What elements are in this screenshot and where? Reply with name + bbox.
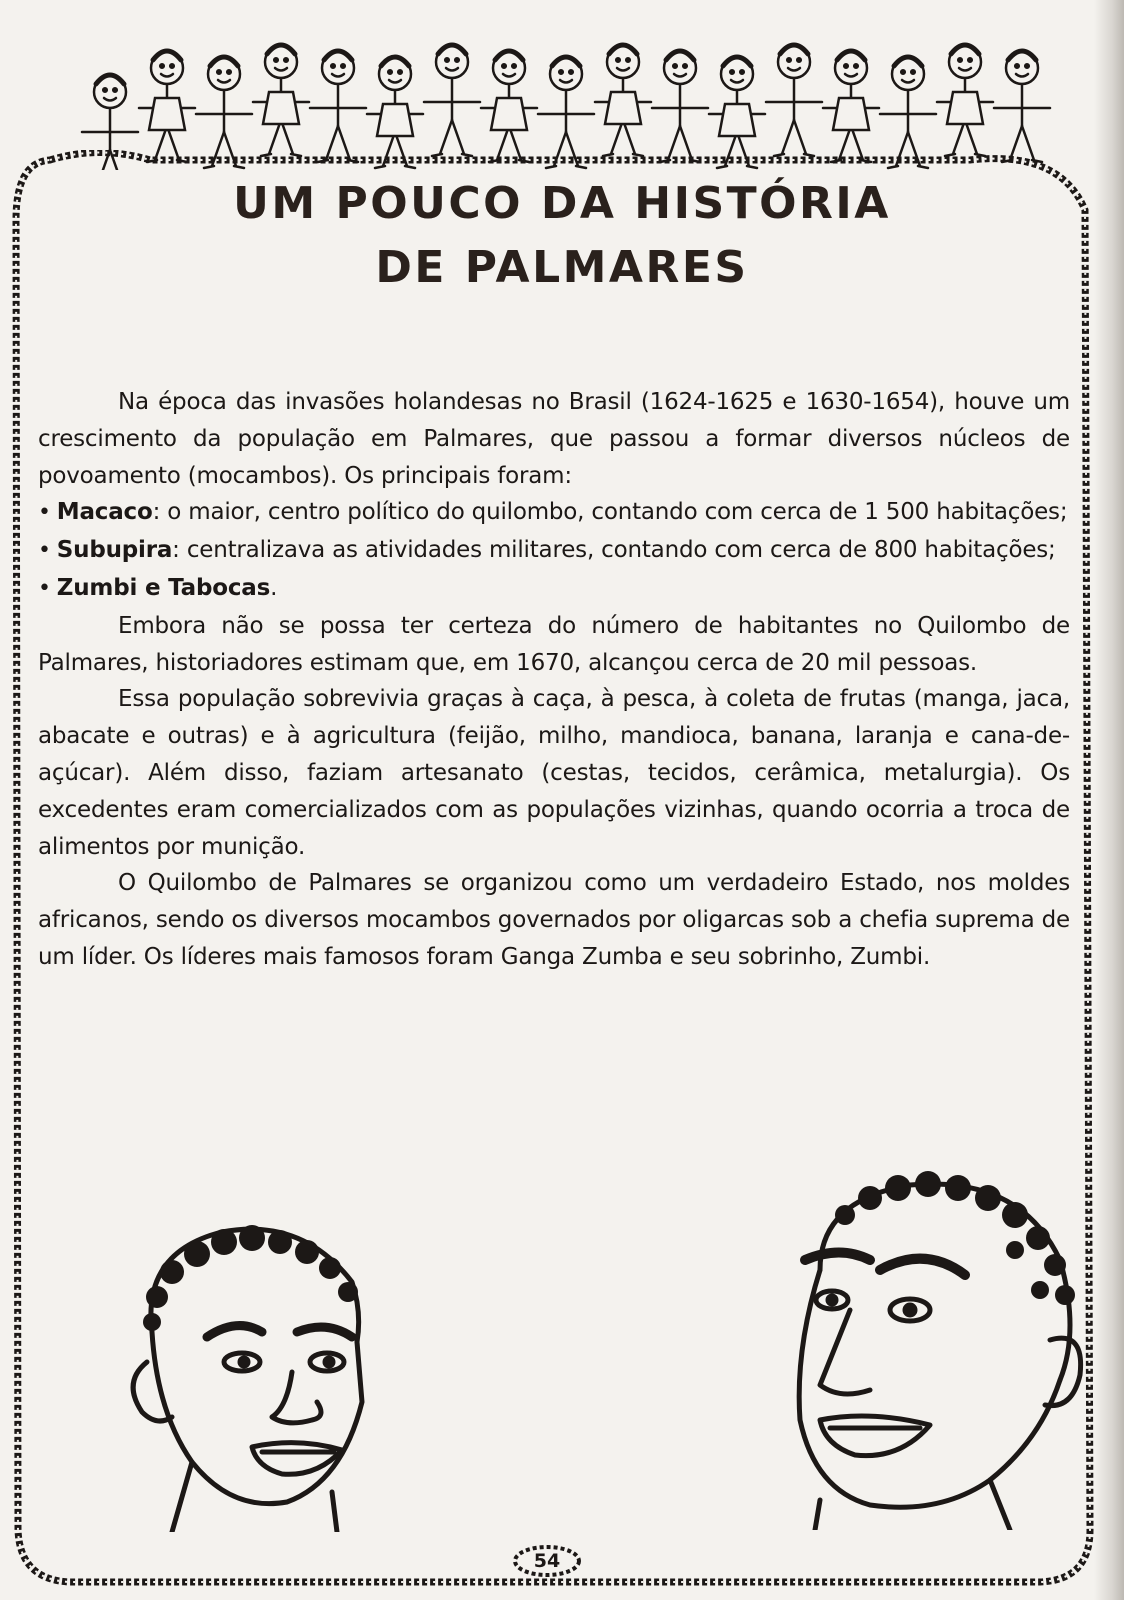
- paragraph-population: Embora não se possa ter certeza do número de habitantes no Quilombo de Palmares, historiadores estimam que, em 1670, alcançou cerca de 20 mil pessoas.: [38, 612, 1070, 676]
- child-figure: [253, 45, 309, 156]
- paragraph-intro: Na época das invasões holandesas no Brasil (1624-1625 e 1630-1654), houve um crescimento da população em Palmares, que passou a formar diversos núcleos de povoamento (mocambos). Os principais foram:: [38, 389, 1070, 489]
- man-portrait-right-illustration: [760, 1160, 1090, 1530]
- man-portrait-left-illustration: [112, 1212, 382, 1532]
- child-figure: [310, 51, 366, 162]
- bullet-text: .: [270, 574, 278, 601]
- child-figure: [82, 75, 138, 170]
- page-number: [512, 1544, 582, 1578]
- child-figure: [652, 51, 708, 162]
- list-item: [38, 570, 1070, 608]
- children-holding-hands-illustration: [80, 30, 1060, 170]
- child-figure: [424, 45, 480, 156]
- bullet-icon: •: [38, 538, 51, 564]
- child-figure: [538, 57, 594, 168]
- bullet-icon: •: [38, 500, 51, 526]
- page-number-text: 54: [533, 1550, 561, 1572]
- title-line-1: UM POUCO DA HISTÓRIA: [233, 178, 891, 229]
- child-figure: [481, 51, 537, 162]
- bullet-text: : centralizava as atividades militares, contando com cerca de 800 habitações;: [172, 537, 1056, 564]
- child-figure: [367, 57, 423, 168]
- bullet-label: Subupira: [56, 537, 173, 564]
- bullet-label: Zumbi e Tabocas: [56, 574, 271, 601]
- page-title: [0, 172, 1124, 300]
- child-figure: [937, 45, 993, 156]
- child-figure: [709, 57, 765, 168]
- child-figure: [595, 45, 651, 156]
- article-body: [38, 384, 1070, 976]
- bullet-text: : o maior, centro político do quilombo, contando com cerca de 1 500 habitações;: [152, 499, 1068, 526]
- child-figure: [766, 45, 822, 156]
- title-line-2: DE PALMARES: [375, 242, 749, 293]
- child-figure: [823, 51, 879, 162]
- child-figure: [994, 51, 1050, 162]
- bullet-label: Macaco: [56, 499, 153, 526]
- list-item: [38, 494, 1070, 532]
- child-figure: [139, 51, 195, 162]
- bullet-icon: •: [38, 575, 51, 601]
- child-figure: [196, 57, 252, 168]
- list-item: [38, 532, 1070, 570]
- child-figure: [880, 57, 936, 168]
- paragraph-organization: O Quilombo de Palmares se organizou como um verdadeiro Estado, nos moldes africanos, sendo os diversos mocambos governados por oligarcas sob a chefia suprema de um líder. Os líderes mais famosos foram Ganga Zumba e seu sobrinho, Zumbi.: [38, 870, 1070, 970]
- paragraph-economy: Essa população sobrevivia graças à caça, à pesca, à coleta de frutas (manga, jaca, abacate e outras) e à agricultura (feijão, milho, mandioca, banana, laranja e cana-de-açúcar). Além disso, faziam artesanato (cestas, tecidos, cerâmica, metalurgia). Os excedentes eram comercializados com as populações vizinhas, quando ocorria a troca de alimentos por munição.: [38, 686, 1070, 860]
